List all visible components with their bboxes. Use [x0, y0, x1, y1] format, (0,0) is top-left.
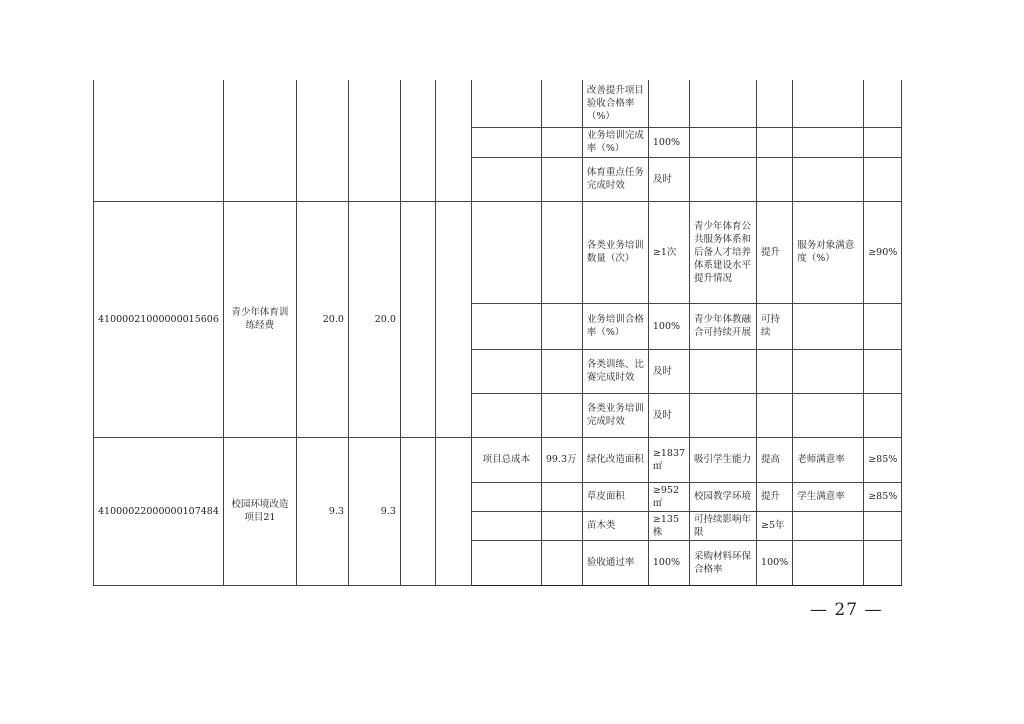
satisfaction-cell: 老师满意率 [793, 437, 864, 482]
amount-cell: 20.0 [296, 201, 348, 437]
indicator-cell: 苗木类 [582, 511, 648, 540]
amount-cell: 9.3 [296, 437, 348, 585]
effect-cell: 青少年体育公共服务体系和后备人才培养体系建设水平提升情况 [690, 201, 757, 303]
effect-cell: 可持续影响年限 [690, 511, 757, 540]
value-cell: 及时 [648, 349, 689, 393]
effect-cell: 吸引学生能力 [690, 437, 757, 482]
indicator-cell: 体育重点任务完成时效 [582, 157, 648, 201]
satisfaction-cell: 学生满意率 [793, 482, 864, 511]
table-row [94, 437, 902, 482]
value-cell: ≥952㎡ [648, 482, 689, 511]
indicator-cell: 绿化改造面积 [582, 437, 648, 482]
indicator-cell: 草皮面积 [582, 482, 648, 511]
indicator-cell: 各类业务培训完成时效 [582, 393, 648, 437]
indicator-cell: 验收通过率 [582, 540, 648, 585]
table-row [94, 201, 902, 303]
effect-cell: 校园教学环境 [690, 482, 757, 511]
value-cell: ≥1837㎡ [648, 437, 689, 482]
value-cell: ≥1次 [648, 201, 689, 303]
performance-table [93, 80, 902, 586]
project-code-cell [94, 80, 224, 201]
value-cell: 100% [648, 540, 689, 585]
effect-value-cell: 可持续 [757, 303, 793, 349]
cost-value: 99.3万 [541, 437, 582, 482]
cost-label: 项目总成本 [471, 437, 541, 482]
satisfaction-cell: 服务对象满意度（%） [793, 201, 864, 303]
effect-cell: 采购材料环保合格率 [690, 540, 757, 585]
project-name: 校园环境改造项目21 [223, 437, 296, 585]
effect-value-cell: 100% [757, 540, 793, 585]
satisfaction-value-cell: ≥85% [864, 437, 902, 482]
effect-cell: 青少年体教融合可持续开展 [690, 303, 757, 349]
satisfaction-value-cell: ≥90% [864, 201, 902, 303]
satisfaction-value-cell: ≥85% [864, 482, 902, 511]
effect-value-cell: 提升 [757, 482, 793, 511]
value-cell: 100% [648, 127, 689, 157]
project-code: 41000021000000015606 [94, 201, 224, 437]
value-cell: 100% [648, 303, 689, 349]
indicator-cell: 各类业务培训数量（次） [582, 201, 648, 303]
indicator-cell: 改善提升项目验收合格率（%） [582, 80, 648, 127]
table-row [94, 80, 902, 127]
amount-cell: 9.3 [348, 437, 400, 585]
project-code: 41000022000000107484 [94, 437, 224, 585]
project-name: 青少年体育训练经费 [223, 201, 296, 437]
amount-cell: 20.0 [348, 201, 400, 437]
value-cell: 及时 [648, 393, 689, 437]
page-number: — 27 — [810, 600, 883, 620]
value-cell: 及时 [648, 157, 689, 201]
indicator-cell: 各类训练、比赛完成时效 [582, 349, 648, 393]
indicator-cell: 业务培训合格率（%） [582, 303, 648, 349]
effect-value-cell: 提升 [757, 201, 793, 303]
indicator-cell: 业务培训完成率（%） [582, 127, 648, 157]
effect-value-cell: ≥5年 [757, 511, 793, 540]
effect-value-cell: 提高 [757, 437, 793, 482]
value-cell: ≥135株 [648, 511, 689, 540]
